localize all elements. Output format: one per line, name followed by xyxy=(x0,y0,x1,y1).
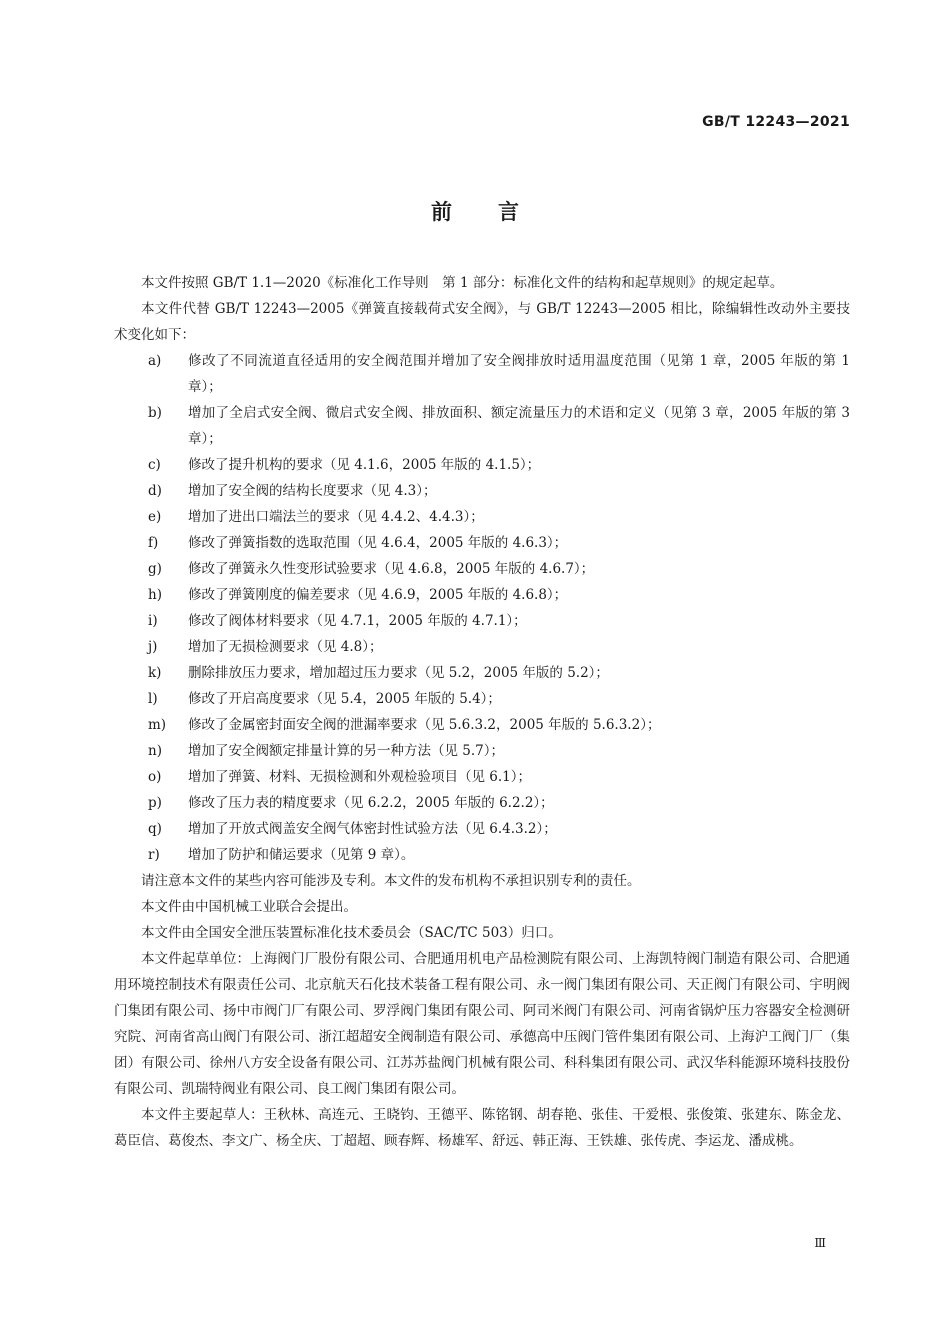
list-item xyxy=(114,556,850,582)
list-item xyxy=(114,686,850,712)
list-item-label: n) xyxy=(148,743,162,759)
list-item-text: 修改了弹簧永久性变形试验要求（见 4.6.8，2005 年版的 4.6.7）； xyxy=(188,561,595,577)
list-item-text: 增加了防护和储运要求（见第 9 章）。 xyxy=(188,847,415,863)
list-item-text: 修改了弹簧指数的选取范围（见 4.6.4，2005 年版的 4.6.3）； xyxy=(188,535,568,551)
list-item-label: g) xyxy=(148,561,162,577)
list-item xyxy=(114,400,850,452)
list-item-label: h) xyxy=(148,587,162,603)
list-item-label: c) xyxy=(148,457,161,473)
list-item-text: 修改了开启高度要求（见 5.4，2005 年版的 5.4）； xyxy=(188,691,501,707)
list-item xyxy=(114,608,850,634)
list-item-text: 增加了开放式阀盖安全阀气体密封性试验方法（见 6.4.3.2）； xyxy=(188,821,557,837)
list-item xyxy=(114,764,850,790)
list-item-text: 修改了弹簧刚度的偏差要求（见 4.6.9，2005 年版的 4.6.8）； xyxy=(188,587,568,603)
list-item xyxy=(114,660,850,686)
list-item-label: q) xyxy=(148,821,162,837)
page-title: 前言 xyxy=(431,200,565,224)
changes-list xyxy=(114,348,850,868)
paragraph-proposer: 本文件由中国机械工业联合会提出。 xyxy=(141,899,357,915)
list-item-text: 修改了压力表的精度要求（见 6.2.2，2005 年版的 6.2.2）； xyxy=(188,795,554,811)
paragraph-drafters: 本文件主要起草人：王秋林、高连元、王晓钧、王德平、陈铭钢、胡春艳、张佳、干爱根、张俊策、张建东、陈金龙、葛臣信、葛俊杰、李文广、杨全庆、丁超超、顾春辉、杨雄军、舒远、韩正海、王铁雄、张传虎、李运龙、潘成桃。 xyxy=(114,1107,850,1149)
foreword-body xyxy=(114,270,850,1154)
list-item-label: l) xyxy=(148,691,158,707)
list-item xyxy=(114,634,850,660)
list-item xyxy=(114,790,850,816)
list-item-label: o) xyxy=(148,769,162,785)
list-item-label: d) xyxy=(148,483,162,499)
list-item-label: m) xyxy=(148,717,167,733)
list-item xyxy=(114,842,850,868)
list-item-text: 修改了阀体材料要求（见 4.7.1，2005 年版的 4.7.1）； xyxy=(188,613,527,629)
list-item-text: 增加了安全阀额定排量计算的另一种方法（见 5.7）； xyxy=(188,743,505,759)
paragraph-patent-notice: 请注意本文件的某些内容可能涉及专利。本文件的发布机构不承担识别专利的责任。 xyxy=(141,873,641,889)
list-item xyxy=(114,452,850,478)
paragraph-drafting-rules: 本文件按照 GB/T 1.1—2020《标准化工作导则 第 1 部分：标准化文件的结构和起草规则》的规定起草。 xyxy=(141,275,784,291)
list-item-label: b) xyxy=(148,405,162,421)
list-item xyxy=(114,530,850,556)
list-item-label: a) xyxy=(148,353,162,369)
list-item-label: i) xyxy=(148,613,158,629)
list-item-text: 增加了弹簧、材料、无损检测和外观检验项目（见 6.1）； xyxy=(188,769,532,785)
paragraph-drafting-units: 本文件起草单位：上海阀门厂股份有限公司、合肥通用机电产品检测院有限公司、上海凯特阀门制造有限公司、合肥通用环境控制技术有限责任公司、北京航天石化技术装备工程有限公司、永一阀门集团有限公司、天正阀门有限公司、宇明阀门集团有限公司、扬中市阀门厂有限公司、罗浮阀门集团有限公司、阿司米阀门有限公司、河南省锅炉压力容器安全检测研究院、河南省高山阀门有限公司、浙江超超安全阀制造有限公司、承德高中压阀门管件集团有限公司、上海沪工阀门厂（集团）有限公司、徐州八方安全设备有限公司、江苏苏盐阀门机械有限公司、科科集团有限公司、武汉华科能源环境科技股份有限公司、凯瑞特阀业有限公司、良工阀门集团有限公司。 xyxy=(114,951,850,1097)
list-item-text: 增加了全启式安全阀、微启式安全阀、排放面积、额定流量压力的术语和定义（见第 3 章，2005 年版的第 3 章）； xyxy=(188,405,850,447)
list-item-text: 增加了进出口端法兰的要求（见 4.4.2、4.4.3）； xyxy=(188,509,484,525)
list-item-text: 增加了安全阀的结构长度要求（见 4.3）； xyxy=(188,483,437,499)
list-item xyxy=(114,712,850,738)
list-item-label: r) xyxy=(148,847,160,863)
paragraph-committee: 本文件由全国安全泄压装置标准化技术委员会（SAC/TC 503）归口。 xyxy=(141,925,562,941)
list-item-label: f) xyxy=(148,535,159,551)
list-item xyxy=(114,816,850,842)
list-item xyxy=(114,738,850,764)
list-item-text: 删除排放压力要求，增加超过压力要求（见 5.2，2005 年版的 5.2）； xyxy=(188,665,609,681)
list-item-text: 修改了金属密封面安全阀的泄漏率要求（见 5.6.3.2，2005 年版的 5.6.3.2）； xyxy=(188,717,661,733)
list-item xyxy=(114,478,850,504)
list-item-text: 增加了无损检测要求（见 4.8）； xyxy=(188,639,383,655)
list-item xyxy=(114,348,850,400)
list-item xyxy=(114,504,850,530)
page-number: Ⅲ xyxy=(814,1236,826,1250)
paragraph-replacement: 本文件代替 GB/T 12243—2005《弹簧直接载荷式安全阀》，与 GB/T 12243—2005 相比，除编辑性改动外主要技术变化如下： xyxy=(114,301,850,343)
list-item-text: 修改了不同流道直径适用的安全阀范围并增加了安全阀排放时适用温度范围（见第 1 章，2005 年版的第 1 章）； xyxy=(188,353,850,395)
list-item-text: 修改了提升机构的要求（见 4.1.6，2005 年版的 4.1.5）； xyxy=(188,457,541,473)
list-item xyxy=(114,582,850,608)
list-item-label: j) xyxy=(148,639,158,655)
standard-code: GB/T 12243—2021 xyxy=(702,114,850,130)
list-item-label: e) xyxy=(148,509,162,525)
list-item-label: k) xyxy=(148,665,162,681)
list-item-label: p) xyxy=(148,795,162,811)
